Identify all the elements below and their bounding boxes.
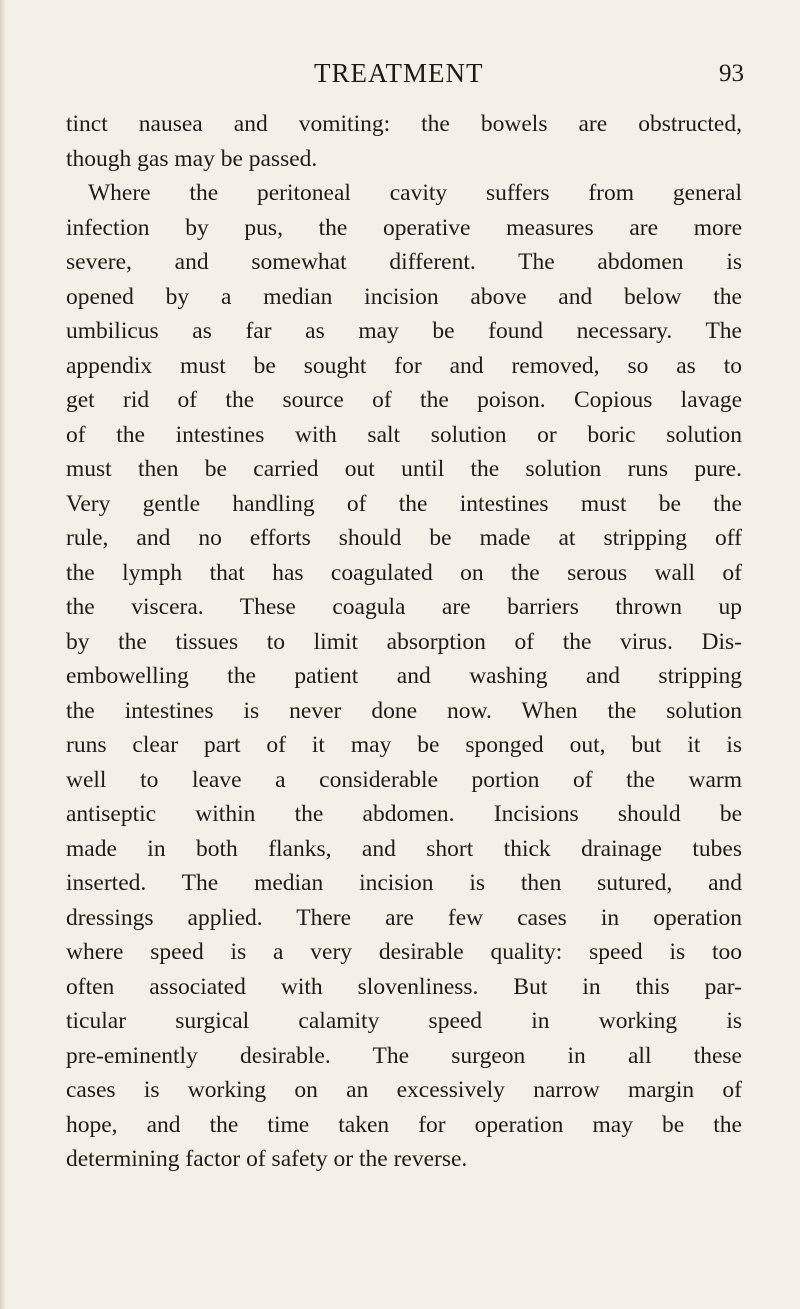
- text-line: dressings applied. There are few cases in operation: [66, 904, 742, 931]
- body-text: [66, 107, 742, 1177]
- text-line: ticular surgical calamity speed in working is: [66, 1008, 742, 1034]
- page-number: 93: [719, 60, 744, 87]
- text-line: get rid of the source of the poison. Copious lavage: [66, 387, 742, 413]
- text-line: determining factor of safety or the reverse.: [66, 1146, 468, 1172]
- text-line: umbilicus as far as may be found necessary. The: [66, 318, 742, 344]
- text-line: made in both flanks, and short thick drainage tubes: [66, 835, 742, 862]
- text-line: often associated with slovenliness. But in this par-: [66, 973, 742, 1000]
- text-line: opened by a median incision above and below the: [66, 283, 742, 310]
- text-line: rule, and no efforts should be made at stripping off: [66, 525, 742, 551]
- text-line: hope, and the time taken for operation may be the: [66, 1111, 742, 1138]
- running-head: [0, 58, 800, 98]
- text-line: antiseptic within the abdomen. Incisions should be: [66, 801, 742, 827]
- page-gutter-shadow: [0, 0, 6, 1309]
- text-line: Very gentle handling of the intestines must be the: [66, 490, 742, 517]
- text-line: tinct nausea and vomiting: the bowels are obstructed,: [66, 111, 742, 137]
- text-line: severe, and somewhat different. The abdomen is: [66, 249, 742, 275]
- text-line: well to leave a considerable portion of the warm: [66, 766, 742, 793]
- text-line: cases is working on an excessively narrow margin of: [66, 1077, 742, 1103]
- text-line: infection by pus, the operative measures are more: [66, 214, 742, 241]
- text-line: inserted. The median incision is then sutured, and: [66, 870, 742, 896]
- running-title: TREATMENT: [314, 58, 484, 88]
- text-line: embowelling the patient and washing and stripping: [66, 663, 742, 689]
- text-line: must then be carried out until the solution runs pure.: [66, 456, 742, 482]
- text-line: the intestines is never done now. When the solution: [66, 697, 742, 724]
- text-line: pre-eminently desirable. The surgeon in all these: [66, 1042, 742, 1069]
- text-line: appendix must be sought for and removed, so as to: [66, 352, 742, 379]
- text-line: of the intestines with salt solution or boric solution: [66, 421, 742, 448]
- text-line: the viscera. These coagula are barriers thrown up: [66, 594, 742, 620]
- text-line: runs clear part of it may be sponged out, but it is: [66, 732, 742, 758]
- text-line: though gas may be passed.: [66, 145, 318, 172]
- text-line: where speed is a very desirable quality: speed is too: [66, 939, 742, 965]
- text-line: by the tissues to limit absorption of the virus. Dis-: [66, 628, 742, 655]
- text-line: Where the peritoneal cavity suffers from general: [88, 180, 742, 206]
- text-line: the lymph that has coagulated on the serous wall of: [66, 559, 742, 586]
